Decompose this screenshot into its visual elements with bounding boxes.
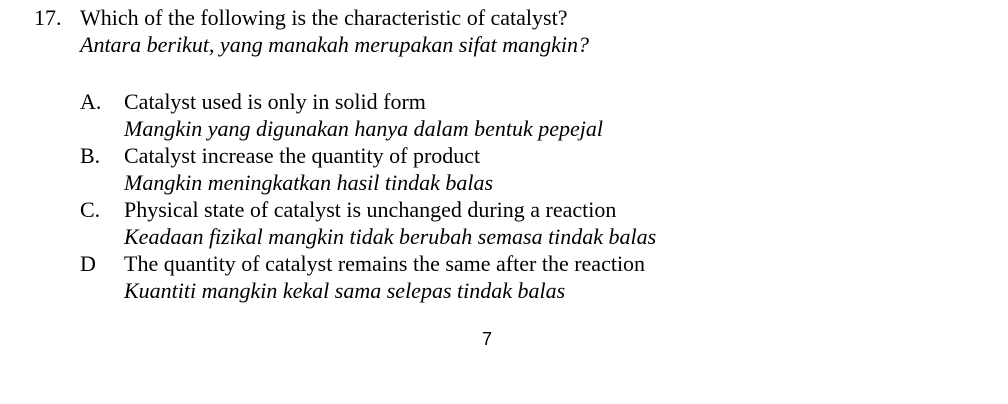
option-d[interactable] (0, 251, 1008, 305)
option-text-english: The quantity of catalyst remains the same after the reaction (124, 251, 646, 276)
question-text-english: Which of the following is the characteristic of catalyst? (80, 5, 568, 30)
option-text-english: Catalyst used is only in solid form (124, 89, 426, 114)
option-b[interactable] (0, 143, 1008, 197)
question-text-malay: Antara berikut, yang manakah merupakan sifat mangkin? (80, 32, 589, 57)
option-letter: D (80, 251, 96, 276)
option-c[interactable] (0, 197, 1008, 251)
page-number: 7 (482, 329, 493, 349)
option-letter: C. (80, 197, 101, 222)
option-text-english: Physical state of catalyst is unchanged during a reaction (124, 197, 617, 222)
question-number: 17. (34, 5, 62, 30)
option-text-malay: Kuantiti mangkin kekal sama selepas tindak balas (124, 278, 566, 303)
option-text-malay: Keadaan fizikal mangkin tidak berubah semasa tindak balas (124, 224, 657, 249)
option-a[interactable] (0, 89, 1008, 143)
option-text-english: Catalyst increase the quantity of product (124, 143, 481, 168)
option-text-malay: Mangkin meningkatkan hasil tindak balas (124, 170, 494, 195)
option-letter: B. (80, 143, 101, 168)
option-letter: A. (80, 89, 102, 114)
option-text-malay: Mangkin yang digunakan hanya dalam bentuk pepejal (124, 116, 604, 141)
